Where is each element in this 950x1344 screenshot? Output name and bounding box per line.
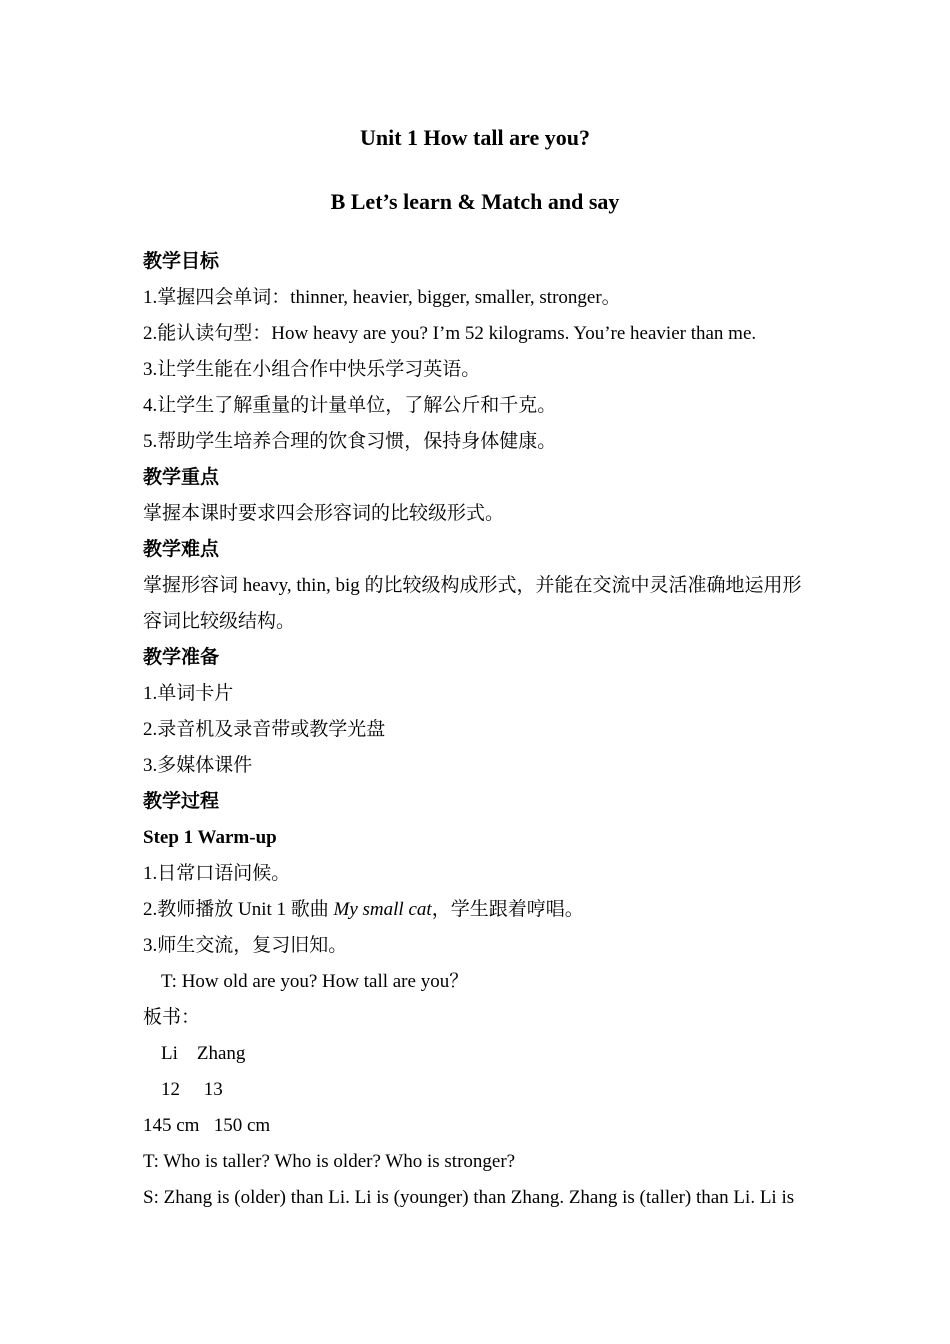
step1-item-2-suffix: ，学生跟着哼唱。	[431, 899, 584, 920]
document-title: Unit 1 How tall are you?	[360, 125, 590, 150]
step1-item-3: 3.师生交流，复习旧知。	[143, 935, 348, 956]
board-row-names: Li Zhang	[161, 1043, 246, 1064]
goal-item-2: 2.能认读句型：How heavy are you? I’m 52 kilograms. You’re heavier than me.	[143, 323, 757, 344]
step1-heading: Step 1 Warm-up	[143, 827, 277, 848]
goal-item-5: 5.帮助学生培养合理的饮食习惯，保持身体健康。	[143, 431, 557, 452]
goal-item-3: 3.让学生能在小组合作中快乐学习英语。	[143, 359, 481, 380]
goal-item-1: 1.掌握四会单词：thinner, heavier, bigger, smaller, stronger。	[143, 287, 621, 308]
teacher-dialogue-line: T: How old are you? How tall are you？	[161, 971, 469, 992]
goal-item-4: 4.让学生了解重量的计量单位，了解公斤和千克。	[143, 395, 557, 416]
step1-item-1: 1.日常口语问候。	[143, 863, 291, 884]
student-answer-line: S: Zhang is (older) than Li. Li is (younger) than Zhang. Zhang is (taller) than Li. Li is	[143, 1187, 795, 1208]
preparation-item-1: 1.单词卡片	[143, 683, 234, 704]
section-heading-preparation: 教学准备	[143, 647, 220, 668]
board-row-heights: 145 cm 150 cm	[143, 1115, 271, 1136]
section-heading-difficult-points: 教学难点	[143, 539, 220, 560]
preparation-item-2: 2.录音机及录音带或教学光盘	[143, 719, 386, 740]
step1-item-2-song-title: My small cat	[333, 899, 432, 920]
section-heading-process: 教学过程	[143, 791, 220, 812]
section-heading-key-points: 教学重点	[143, 467, 220, 488]
board-row-ages: 12 13	[161, 1079, 223, 1100]
preparation-item-3: 3.多媒体课件	[143, 755, 253, 776]
board-writing-label: 板书：	[143, 1007, 201, 1028]
step1-item-2-prefix: 2.教师播放 Unit 1 歌曲	[143, 899, 334, 920]
document-subtitle: B Let’s learn & Match and say	[330, 189, 620, 214]
section-heading-goals: 教学目标	[143, 251, 220, 272]
difficult-points-text-line2: 容词比较级结构。	[143, 611, 296, 632]
key-points-text: 掌握本课时要求四会形容词的比较级形式。	[143, 503, 505, 524]
difficult-points-text-line1: 掌握形容词 heavy, thin, big 的比较级构成形式，并能在交流中灵活准确地运用形	[143, 575, 802, 596]
step1-item-2	[143, 892, 807, 928]
teacher-question-line: T: Who is taller? Who is older? Who is stronger?	[143, 1151, 516, 1172]
